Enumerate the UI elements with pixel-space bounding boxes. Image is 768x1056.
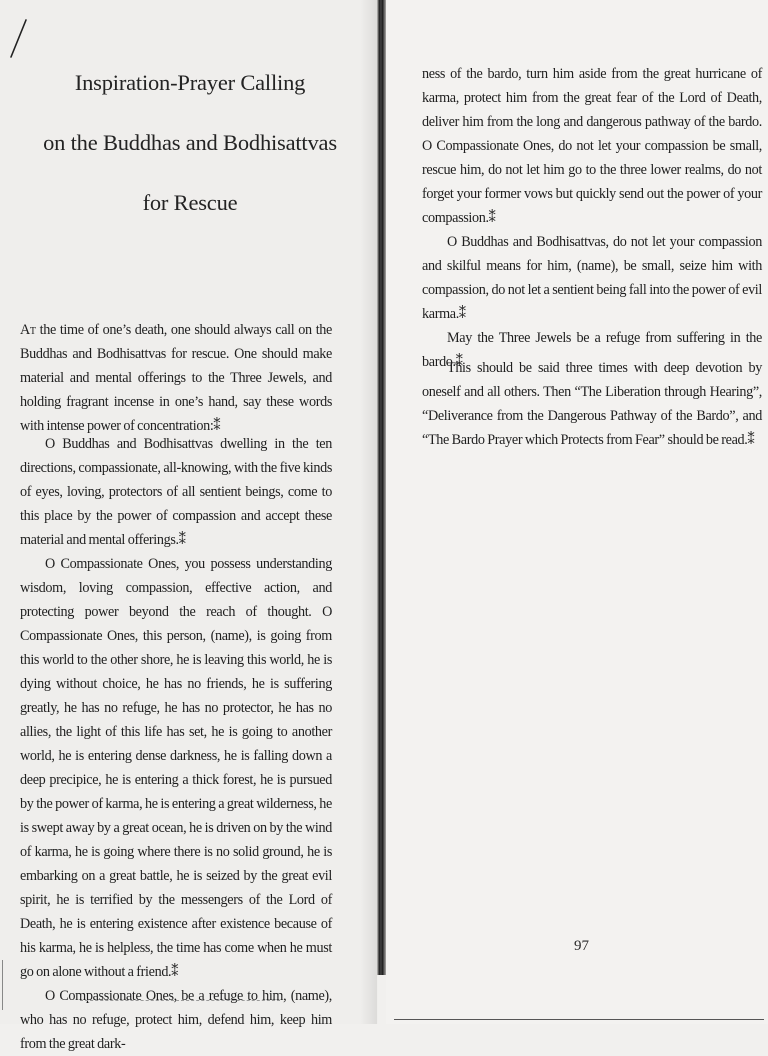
prayer-paragraph-2: O Compassionate Ones, you possess understanding wisdom, loving compassion, effective action, and protecting power beyond the reach of thought. O Compassionate Ones, this person, (name), is going from this world to the other shore, he is leaving this world, he is dying without choice, he has no friends, he is suffering greatly, he has no refuge, he has no protector, he has no allies, the light of this life has set, he is going to another world, he is entering dense darkness, he is falling down a deep precipice, he is entering a thick forest, he is pursued by the power of karma, he is entering a great wilderness, he is swept away by a great ocean, he is driven on by the wind of karma, he is going where there is no solid ground, he is embarking on a great battle, he is seized by the great evil spirit, he is terrified by the messengers of the Lord of Death, he is entering existence after existence because of his karma, he is helpless, the time has come when he must go on alone without a friend.⁑ bbox=[20, 556, 332, 980]
instruction-text: This should be said three times with deep devotion by oneself and all others. Then “The Liberation through Hearing”, “Deliverance from the Dangerous Pathway of the Bardo”, and “The Bardo Prayer which Protects from Fear” should be read.⁑ bbox=[422, 360, 762, 448]
title-line-1: Inspiration-Prayer Calling bbox=[74, 70, 306, 95]
prayer-paragraph-5: May the Three Jewels be a refuge from suffering in the bardo.⁑ bbox=[422, 330, 762, 370]
prayer-paragraph-1: O Buddhas and Bodhisattvas dwelling in the ten directions, compassionate, all-knowing, with the five kinds of eyes, loving, protectors of all sentient beings, come to this place by the power of compassion and accept these material and mental offerings.⁑ bbox=[20, 436, 332, 548]
book-binding-gutter bbox=[377, 0, 386, 975]
instruction-paragraph bbox=[422, 356, 762, 452]
continued-paragraph: ness of the bardo, turn him aside from the great hurricane of karma, protect him from the great fear of the Lord of Death, deliver him from the long and dangerous pathway of the bardo. O Compassionate Ones, do not let your compassion be small, rescue him, do not let him go to the three lower realms, do not forget your former vows but quickly send out the power of your compassion.⁑ bbox=[422, 66, 762, 226]
title-line-3: for Rescue bbox=[142, 190, 238, 215]
intro-paragraph bbox=[20, 318, 332, 438]
right-page bbox=[386, 0, 768, 1024]
page-bottom-rule bbox=[394, 1019, 764, 1020]
prayer-paragraph-3: O Compassionate Ones, be a refuge to him, (name), who has no refuge, protect him, defend him, keep him from the great dark- bbox=[20, 988, 332, 1052]
left-page bbox=[0, 0, 378, 1052]
gutter-shadow bbox=[360, 0, 377, 1024]
prayer-body-left bbox=[20, 432, 332, 1056]
scan-dash-line bbox=[80, 1000, 280, 1002]
prayer-body-right bbox=[422, 62, 762, 374]
title-line-2: on the Buddhas and Bodhisattvas bbox=[43, 130, 337, 155]
intro-text: the time of one’s death, one should always call on the Buddhas and Bodhisattvas for rescue. One should make material and mental offerings to the Three Jewels, and holding fragrant incense in one’s hand, say these words with intense power of concentration:⁑ bbox=[20, 322, 332, 434]
page-number: 97 bbox=[574, 938, 589, 954]
intro-first-word: At bbox=[20, 322, 36, 338]
prayer-paragraph-4: O Buddhas and Bodhisattvas, do not let your compassion and skilful means for him, (name), be small, seize him with compassion, do not let a sentient being fall into the power of evil karma.⁑ bbox=[422, 234, 762, 322]
pen-stroke-mark bbox=[8, 18, 28, 60]
scan-edge-mark bbox=[2, 960, 3, 1010]
